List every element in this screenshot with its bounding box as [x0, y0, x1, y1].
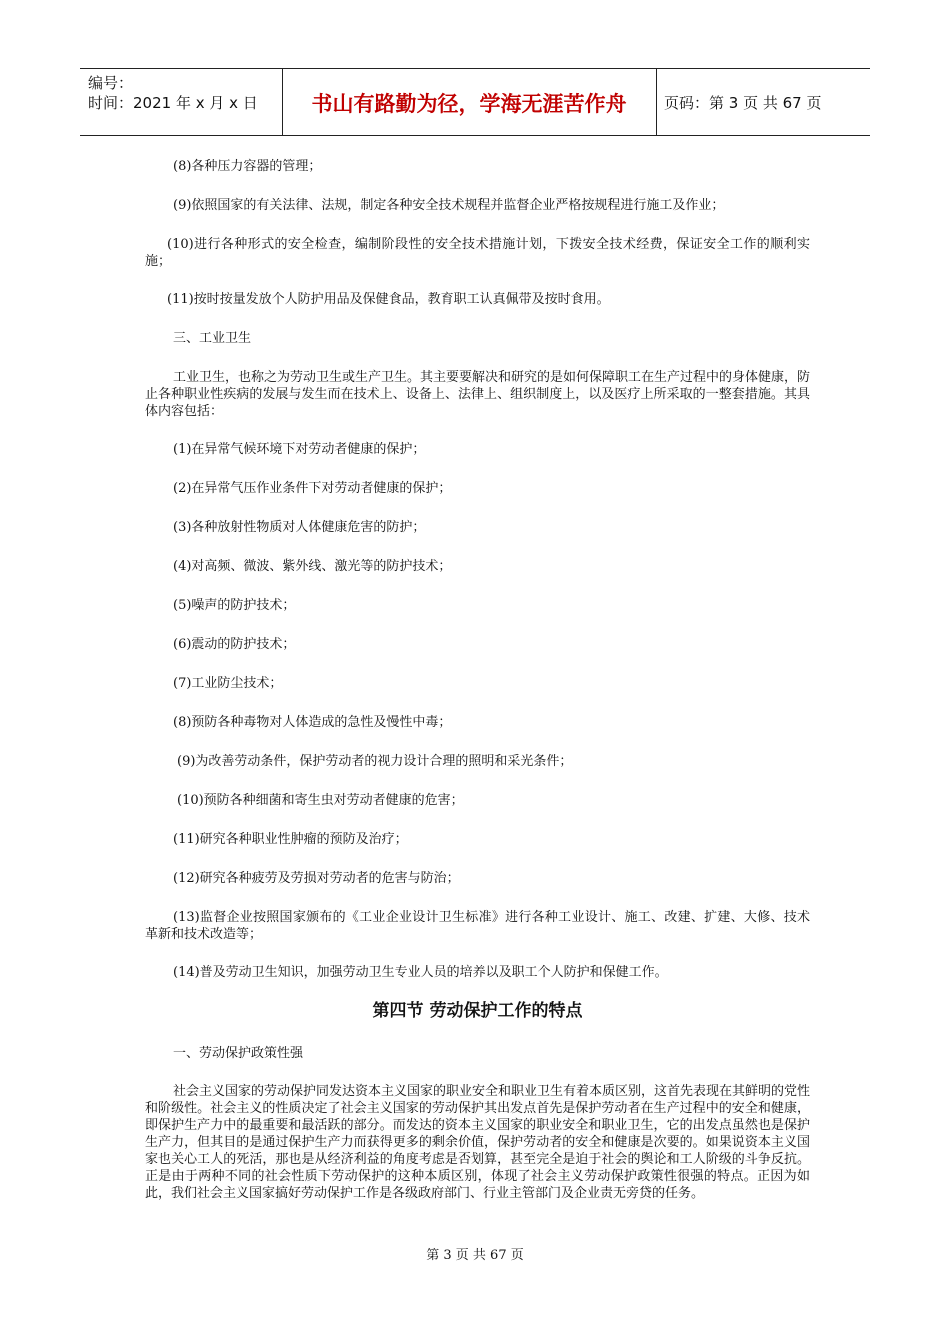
header-motto: 书山有路勤为径，学海无涯苦作舟 — [311, 92, 627, 116]
list-item: (10)预防各种细菌和寄生虫对劳动者健康的危害； — [177, 793, 464, 808]
list-item: (2)在异常气压作业条件下对劳动者健康的保护； — [173, 481, 452, 496]
section-heading: 第四节 劳动保护工作的特点 — [372, 1001, 583, 1021]
list-item: (6)震动的防护技术； — [173, 637, 296, 652]
list-item: (5)噪声的防护技术； — [173, 598, 296, 613]
list-item: (3)各种放射性物质对人体健康危害的防护； — [173, 520, 426, 535]
list-item: (8)预防各种毒物对人体造成的急性及慢性中毒； — [173, 715, 452, 730]
document-date-label: 时间：2021 年 x 月 x 日 — [88, 94, 258, 112]
list-item: (11)研究各种职业性肿瘤的预防及治疗； — [173, 832, 408, 847]
paragraph: 工业卫生，也称之为劳动卫生或生产卫生。其主要要解决和研究的是如何保障职工在生产过程中的身体健康，防止各种职业性疾病的发展与发生而在技术上、设备上、法律上、组织制度上，以及医疗上所采取的一整套措施。其具体内容包括： — [145, 370, 811, 419]
list-item: (10)进行各种形式的安全检查，编制阶段性的安全技术措施计划，下拨安全技术经费，保证安全工作的顺利实施； — [145, 237, 810, 269]
list-item: (8)各种压力容器的管理； — [173, 159, 322, 174]
list-item: (4)对高频、微波、紫外线、激光等的防护技术； — [173, 559, 452, 574]
paragraph: 社会主义国家的劳动保护同发达资本主义国家的职业安全和职业卫生有着本质区别，这首先表现在其鲜明的党性和阶级性。社会主义的性质决定了社会主义国家的劳动保护其出发点首先是保护劳动者在生产过程中的安全和健康，即保护生产力中的最重要和最活跃的部分。而发达的资本主义国家的职业安全和职业卫生，它的出发点虽然也是保护生产力，但其目的是通过保护生产力而获得更多的剩余价值，保护劳动者的安全和健康是次要的。如果说资本主义国家也关心工人的死活，那也是从经济利益的角度考虑是否划算，甚至完全是迫于社会的舆论和工人阶级的斗争反抗。正是由于两种不同的社会性质下劳动保护的这种本质区别，体现了社会主义劳动保护政策性很强的特点。正因为如此，我们社会主义国家搞好劳动保护工作是各级政府部门、行业主管部门及企业责无旁贷的任务。 — [145, 1084, 811, 1201]
list-item: (9)为改善劳动条件，保护劳动者的视力设计合理的照明和采光条件； — [177, 754, 573, 769]
list-item: (7)工业防尘技术； — [173, 676, 283, 691]
document-number-label: 编号： — [88, 74, 134, 92]
header-page-indicator: 页码：第 3 页 共 67 页 — [664, 94, 822, 112]
document-header — [80, 68, 870, 136]
list-item: (12)研究各种疲劳及劳损对劳动者的危害与防治； — [173, 871, 460, 886]
list-item: (13)监督企业按照国家颁布的《工业企业设计卫生标准》进行各种工业设计、施工、改建、扩建、大修、技术革新和技术改造等； — [145, 910, 810, 942]
page-footer: 第 3 页 共 67 页 — [426, 1248, 524, 1263]
list-item: (11)按时按量发放个人防护用品及保健食品，教育职工认真佩带及按时食用。 — [167, 292, 610, 307]
header-divider — [656, 69, 657, 135]
list-item: (9)依照国家的有关法律、法规，制定各种安全技术规程并监督企业严格按规程进行施工及作业； — [173, 198, 725, 213]
header-meta — [88, 73, 284, 113]
list-item: (1)在异常气候环境下对劳动者健康的保护； — [173, 442, 426, 457]
section-subheading: 一、劳动保护政策性强 — [173, 1046, 304, 1061]
section-subheading: 三、工业卫生 — [173, 331, 252, 346]
list-item: (14)普及劳动卫生知识，加强劳动卫生专业人员的培养以及职工个人防护和保健工作。 — [173, 965, 668, 980]
